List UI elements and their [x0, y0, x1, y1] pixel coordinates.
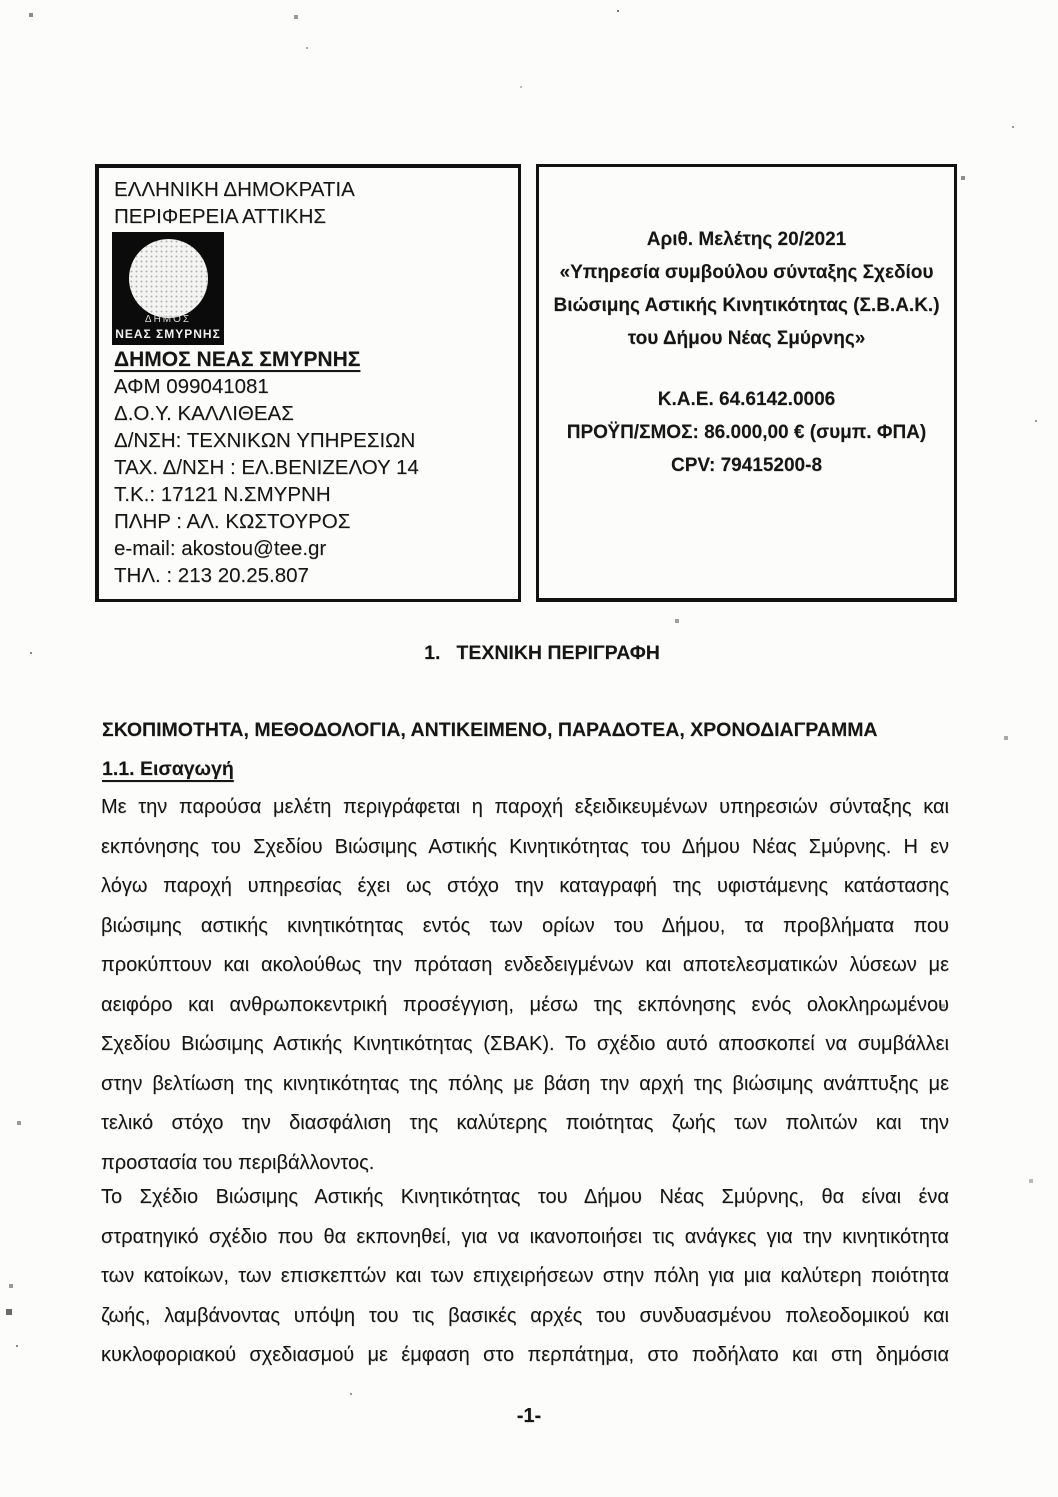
keywords-heading: ΣΚΟΠΙΜΟΤΗΤΑ, ΜΕΘΟΔΟΛΟΓΙΑ, ΑΝΤΙΚΕΙΜΕΝΟ, ΠΑΡΑΔΟΤΕΑ, ΧΡΟΝΟΔΙΑΓΡΑΜΜΑ — [102, 719, 878, 741]
body-line: λόγω παροχή υπηρεσίας έχει ως στόχο την καταγραφή της υφιστάμενης κατάστασης — [101, 875, 949, 897]
body-line: τελικό στόχο την διασφάλιση της καλύτερης ποιότητας ζωής των πολιτών και την — [101, 1112, 949, 1134]
body-line: προκύπτουν και ακολούθως την πρόταση ενδεδειγμένων και αποτελεσματικών λύσεων με — [101, 954, 949, 976]
seal-caption-line1: ΔΗΜΟΣ — [144, 314, 192, 325]
body-line: προστασία του περιβάλλοντος. — [101, 1151, 375, 1174]
sub-heading-intro: 1.1. Εισαγωγή — [102, 758, 234, 780]
seal-caption-line2: ΝΕΑΣ ΣΜΥΡΝΗΣ — [115, 327, 221, 341]
sender-info-box — [95, 164, 521, 602]
page-number: -1- — [516, 1405, 542, 1427]
body-line: Το Σχέδιο Βιώσιμης Αστικής Κινητικότητας του Δήμου Νέας Σμύρνης, θα είναι ένα — [101, 1186, 949, 1208]
paragraph-2 — [101, 1178, 949, 1376]
country-line: ΕΛΛΗΝΙΚΗ ΔΗΜΟΚΡΑΤΙΑ — [114, 178, 355, 201]
doy-line: Δ.Ο.Υ. ΚΑΛΛΙΘΕΑΣ — [114, 402, 294, 425]
study-number: Αριθ. Μελέτης 20/2021 — [646, 229, 847, 250]
section-title: ΤΕΧΝΙΚΗ ΠΕΡΙΓΡΑΦΗ — [456, 642, 660, 664]
municipality-name: ΔΗΜΟΣ ΝΕΑΣ ΣΜΥΡΝΗΣ — [114, 348, 361, 371]
region-line: ΠΕΡΙΦΕΡΕΙΑ ΑΤΤΙΚΗΣ — [114, 205, 327, 228]
directorate-line: Δ/ΝΣΗ: ΤΕΧΝΙΚΩΝ ΥΠΗΡΕΣΙΩΝ — [114, 429, 416, 452]
email-line: e-mail: akostou@tee.gr — [114, 537, 327, 560]
body-line: βιώσιμης αστικής κινητικότητας εντός των ορίων του Δήμου, τα προβλήματα που — [101, 914, 949, 937]
body-line: στην βελτίωση της κινητικότητας της πόλης με βάση την αρχή της βιώσιμης ανάπτυξης με — [101, 1072, 949, 1095]
cpv-line: CPV: 79415200-8 — [670, 455, 823, 476]
section-heading — [100, 642, 948, 665]
study-title-line1: «Υπηρεσία συμβούλου σύνταξης Σχεδίου — [559, 262, 934, 283]
postal-address-line: ΤΑΧ. Δ/ΝΣΗ : ΕΛ.ΒΕΝΙΖΕΛΟΥ 14 — [114, 456, 419, 479]
body-line: ζωής, λαμβάνοντας υπόψη του τις βασικές αρχές του συνδυασμένου πολεοδομικού και — [101, 1304, 949, 1327]
scan-noise — [0, 0, 2, 2]
body-line: αειφόρο και ανθρωποκεντρική προσέγγιση, μέσω της εκπόνησης ενός ολοκληρωμένου — [101, 993, 949, 1016]
budget-line: ΠΡΟΫΠ/ΣΜΟΣ: 86.000,00 € (συμπ. ΦΠΑ) — [566, 422, 927, 443]
seal-emblem-circle — [129, 239, 208, 318]
kae-line: Κ.Α.Ε. 64.6142.0006 — [657, 389, 836, 410]
body-line: Με την παρούσα μελέτη περιγράφεται η παροχή εξειδικευμένων υπηρεσιών σύνταξης και — [101, 796, 949, 818]
spacer — [549, 355, 944, 383]
study-title-line3: του Δήμου Νέας Σμύρνης» — [627, 328, 866, 349]
contact-person-line: ΠΛΗΡ : ΑΛ. ΚΩΣΤΟΥΡΟΣ — [114, 510, 351, 533]
body-line: κυκλοφοριακού σχεδιασμού με έμφαση στο περπάτημα, στο ποδήλατο και στη δημόσια — [101, 1344, 949, 1366]
body-line: των κατοίκων, των επισκεπτών και των επιχειρήσεων στην πόλη για μια καλύτερη ποιότητα — [101, 1265, 949, 1287]
afm-line: ΑΦΜ 099041081 — [114, 375, 269, 398]
paragraph-1 — [101, 788, 949, 1183]
body-line: στρατηγικό σχέδιο που θα εκπονηθεί, για να ικανοποιήσει τις ανάγκες για την κινητικότητα — [101, 1225, 949, 1248]
postal-code-line: Τ.Κ.: 17121 Ν.ΣΜΥΡΝΗ — [114, 483, 331, 506]
study-info-box — [536, 164, 957, 602]
phone-line: ΤΗΛ. : 213 20.25.807 — [114, 564, 309, 587]
municipality-seal-icon — [112, 232, 224, 345]
section-number: 1. — [424, 642, 441, 664]
body-line: εκπόνησης του Σχεδίου Βιώσιμης Αστικής Κινητικότητας του Δήμου Νέας Σμύρνης. Η εν — [101, 835, 949, 858]
study-title-line2: Βιώσιμης Αστικής Κινητικότητας (Σ.Β.Α.Κ.) — [553, 295, 940, 316]
body-line: Σχεδίου Βιώσιμης Αστικής Κινητικότητας (ΣΒΑΚ). Το σχέδιο αυτό αποσκοπεί να συμβάλλει — [101, 1033, 949, 1055]
